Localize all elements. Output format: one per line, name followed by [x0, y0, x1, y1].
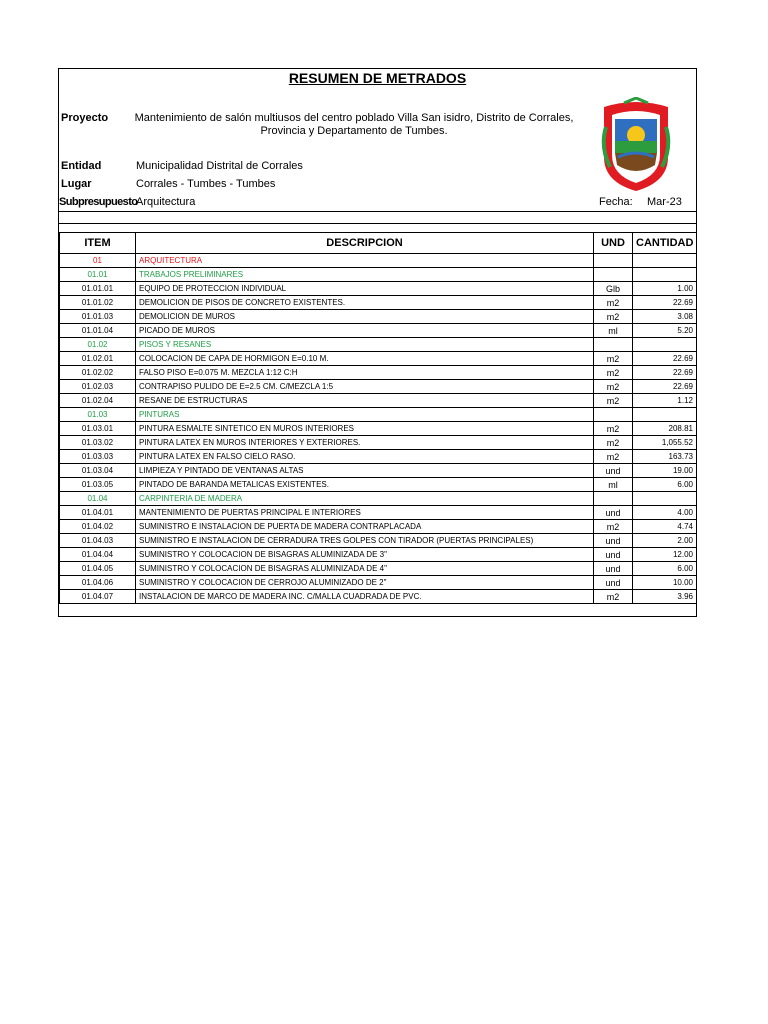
- row-und: m2: [594, 450, 633, 464]
- row-item: 01.02.02: [60, 366, 136, 380]
- fecha-label: Fecha:: [599, 196, 633, 208]
- row-descripcion: LIMPIEZA Y PINTADO DE VENTANAS ALTAS: [136, 464, 594, 478]
- row-cantidad: 1.00: [633, 282, 697, 296]
- table-row: [60, 324, 697, 338]
- row-cantidad: 2.00: [633, 534, 697, 548]
- row-und: m2: [594, 366, 633, 380]
- table-row: [60, 492, 697, 506]
- lugar-label: Lugar: [61, 178, 92, 190]
- row-descripcion: PISOS Y RESANES: [136, 338, 594, 352]
- row-item: 01.02.04: [60, 394, 136, 408]
- row-und: m2: [594, 422, 633, 436]
- row-und: ml: [594, 478, 633, 492]
- row-cantidad: 4.74: [633, 520, 697, 534]
- row-cantidad: 22.69: [633, 380, 697, 394]
- row-item: 01.03.02: [60, 436, 136, 450]
- row-item: 01.01.04: [60, 324, 136, 338]
- row-item: 01.01: [60, 268, 136, 282]
- row-item: 01.04.05: [60, 562, 136, 576]
- metrados-table: [59, 232, 697, 604]
- metrados-sheet: [58, 68, 697, 617]
- header-item: ITEM: [60, 233, 136, 254]
- row-und: [594, 268, 633, 282]
- document-title: RESUMEN DE METRADOS: [288, 70, 467, 86]
- proyecto-label: Proyecto: [61, 112, 109, 124]
- table-row: [60, 254, 697, 268]
- row-item: 01.03.01: [60, 422, 136, 436]
- row-descripcion: RESANE DE ESTRUCTURAS: [136, 394, 594, 408]
- row-item: 01.02.01: [60, 352, 136, 366]
- header-divider-2: [59, 223, 696, 224]
- row-und: m2: [594, 352, 633, 366]
- proyecto-line1: Mantenimiento de salón multiusos del centro poblado Villa San isidro, Distrito de Corrales,: [134, 112, 574, 124]
- table-row: [60, 422, 697, 436]
- row-item: 01.03.03: [60, 450, 136, 464]
- row-item: 01.01.01: [60, 282, 136, 296]
- row-cantidad: 4.00: [633, 506, 697, 520]
- row-descripcion: EQUIPO DE PROTECCION INDIVIDUAL: [136, 282, 594, 296]
- table-header-row: [60, 233, 697, 254]
- row-descripcion: PINTURA LATEX EN FALSO CIELO RASO.: [136, 450, 594, 464]
- row-item: 01.04: [60, 492, 136, 506]
- row-item: 01.04.06: [60, 576, 136, 590]
- row-und: m2: [594, 310, 633, 324]
- table-row: [60, 464, 697, 478]
- subpresupuesto-value: Arquitectura: [136, 196, 196, 208]
- table-row: [60, 436, 697, 450]
- table-row: [60, 310, 697, 324]
- row-descripcion: PINTURA LATEX EN MUROS INTERIORES Y EXTERIORES.: [136, 436, 594, 450]
- row-cantidad: 22.69: [633, 352, 697, 366]
- row-item: 01.03.04: [60, 464, 136, 478]
- header-cantidad: CANTIDAD: [633, 233, 697, 254]
- row-cantidad: [633, 492, 697, 506]
- table-row: [60, 534, 697, 548]
- row-item: 01.04.01: [60, 506, 136, 520]
- row-cantidad: [633, 268, 697, 282]
- row-descripcion: PICADO DE MUROS: [136, 324, 594, 338]
- municipal-coat-of-arms-icon: [600, 97, 672, 193]
- row-cantidad: 5.20: [633, 324, 697, 338]
- row-und: m2: [594, 436, 633, 450]
- lugar-value: Corrales - Tumbes - Tumbes: [136, 178, 276, 190]
- row-descripcion: COLOCACION DE CAPA DE HORMIGON E=0.10 M.: [136, 352, 594, 366]
- row-item: 01.03.05: [60, 478, 136, 492]
- table-row: [60, 548, 697, 562]
- row-und: und: [594, 562, 633, 576]
- row-item: 01: [60, 254, 136, 268]
- row-item: 01.04.04: [60, 548, 136, 562]
- table-row: [60, 296, 697, 310]
- table-row: [60, 590, 697, 604]
- row-cantidad: [633, 254, 697, 268]
- row-cantidad: [633, 408, 697, 422]
- row-descripcion: SUMINISTRO E INSTALACION DE PUERTA DE MADERA CONTRAPLACADA: [136, 520, 594, 534]
- row-und: und: [594, 576, 633, 590]
- row-cantidad: 1.12: [633, 394, 697, 408]
- table-row: [60, 576, 697, 590]
- table-row: [60, 408, 697, 422]
- header-und: UND: [594, 233, 633, 254]
- table-row: [60, 478, 697, 492]
- row-und: [594, 254, 633, 268]
- row-cantidad: 12.00: [633, 548, 697, 562]
- row-cantidad: [633, 338, 697, 352]
- row-und: ml: [594, 324, 633, 338]
- row-item: 01.02.03: [60, 380, 136, 394]
- row-item: 01.01.03: [60, 310, 136, 324]
- row-und: m2: [594, 380, 633, 394]
- row-item: 01.04.03: [60, 534, 136, 548]
- table-row: [60, 268, 697, 282]
- row-descripcion: SUMINISTRO Y COLOCACION DE BISAGRAS ALUMINIZADA DE 4": [136, 562, 594, 576]
- header-divider-1: [59, 211, 696, 212]
- row-descripcion: SUMINISTRO E INSTALACION DE CERRADURA TRES GOLPES CON TIRADOR (PUERTAS PRINCIPALES): [136, 534, 594, 548]
- table-row: [60, 338, 697, 352]
- row-cantidad: 208.81: [633, 422, 697, 436]
- row-cantidad: 1,055.52: [633, 436, 697, 450]
- table-row: [60, 506, 697, 520]
- row-cantidad: 3.96: [633, 590, 697, 604]
- row-descripcion: CARPINTERIA DE MADERA: [136, 492, 594, 506]
- table-row: [60, 520, 697, 534]
- fecha-value: Mar-23: [647, 196, 682, 208]
- row-descripcion: SUMINISTRO Y COLOCACION DE CERROJO ALUMINIZADO DE 2": [136, 576, 594, 590]
- table-row: [60, 394, 697, 408]
- subpresupuesto-label: Subpresupuesto: [59, 196, 138, 208]
- row-und: [594, 492, 633, 506]
- row-cantidad: 19.00: [633, 464, 697, 478]
- row-cantidad: 10.00: [633, 576, 697, 590]
- row-descripcion: PINTURAS: [136, 408, 594, 422]
- header-descripcion: DESCRIPCION: [136, 233, 594, 254]
- row-und: [594, 338, 633, 352]
- row-cantidad: 22.69: [633, 296, 697, 310]
- row-cantidad: 6.00: [633, 562, 697, 576]
- row-item: 01.01.02: [60, 296, 136, 310]
- row-und: und: [594, 534, 633, 548]
- row-cantidad: 22.69: [633, 366, 697, 380]
- row-descripcion: INSTALACION DE MARCO DE MADERA INC. C/MALLA CUADRADA DE PVC.: [136, 590, 594, 604]
- row-cantidad: 163.73: [633, 450, 697, 464]
- row-descripcion: DEMOLICION DE MUROS: [136, 310, 594, 324]
- proyecto-line2: Provincia y Departamento de Tumbes.: [260, 125, 448, 137]
- table-row: [60, 380, 697, 394]
- row-descripcion: MANTENIMIENTO DE PUERTAS PRINCIPAL E INTERIORES: [136, 506, 594, 520]
- row-item: 01.02: [60, 338, 136, 352]
- row-und: m2: [594, 296, 633, 310]
- row-descripcion: PINTADO DE BARANDA METALICAS EXISTENTES.: [136, 478, 594, 492]
- row-cantidad: 6.00: [633, 478, 697, 492]
- row-und: und: [594, 548, 633, 562]
- row-descripcion: CONTRAPISO PULIDO DE E=2.5 CM. C/MEZCLA 1:5: [136, 380, 594, 394]
- table-row: [60, 450, 697, 464]
- table-row: [60, 366, 697, 380]
- table-row: [60, 562, 697, 576]
- row-und: [594, 408, 633, 422]
- row-und: und: [594, 464, 633, 478]
- entidad-value: Municipalidad Distrital de Corrales: [136, 160, 303, 172]
- row-cantidad: 3.08: [633, 310, 697, 324]
- row-descripcion: FALSO PISO E=0.075 M. MEZCLA 1:12 C:H: [136, 366, 594, 380]
- row-descripcion: ARQUITECTURA: [136, 254, 594, 268]
- table-row: [60, 352, 697, 366]
- row-und: m2: [594, 590, 633, 604]
- row-und: Glb: [594, 282, 633, 296]
- entidad-label: Entidad: [61, 160, 102, 172]
- row-descripcion: DEMOLICION DE PISOS DE CONCRETO EXISTENTES.: [136, 296, 594, 310]
- row-und: m2: [594, 394, 633, 408]
- row-descripcion: TRABAJOS PRELIMINARES: [136, 268, 594, 282]
- row-und: und: [594, 506, 633, 520]
- row-item: 01.03: [60, 408, 136, 422]
- row-item: 01.04.02: [60, 520, 136, 534]
- row-item: 01.04.07: [60, 590, 136, 604]
- row-und: m2: [594, 520, 633, 534]
- table-row: [60, 282, 697, 296]
- row-descripcion: SUMINISTRO Y COLOCACION DE BISAGRAS ALUMINIZADA DE 3": [136, 548, 594, 562]
- row-descripcion: PINTURA ESMALTE SINTETICO EN MUROS INTERIORES: [136, 422, 594, 436]
